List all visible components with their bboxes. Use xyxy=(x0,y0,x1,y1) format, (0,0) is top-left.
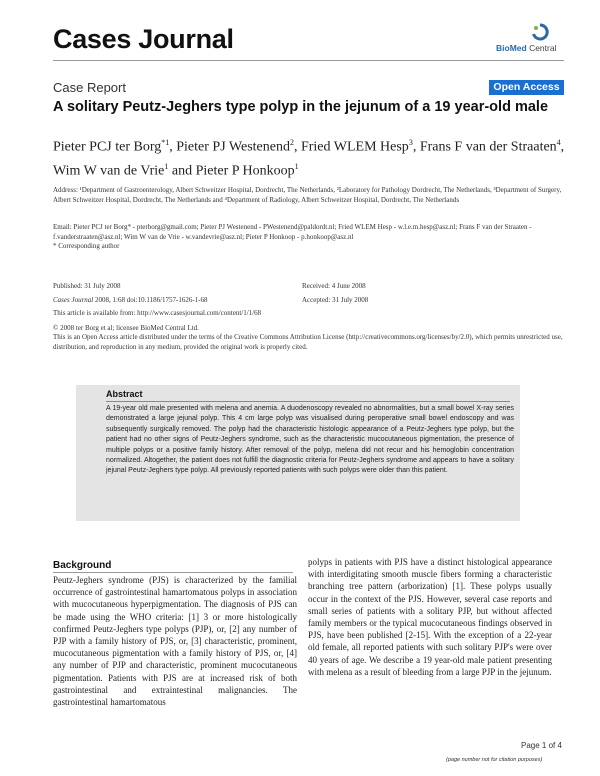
author-affiliation-mark: 1 xyxy=(164,161,169,171)
publisher-logo xyxy=(494,22,564,58)
abstract-body: A 19-year old male presented with melena and anemia. A duodenoscopy revealed no abnormalities, but a small bowel X-ray series demonstrated a large jejunal polyp. This 4 cm large polyp was visualised during peroperative small bowel endoscopy and was subsequently surgically removed. The polyp had the characteristic histologic appearance of a Peutz-Jeghers type polyp, but the patient had no other signs of Peutz-Jeghers syndrome, such as the characteristic mucocutaneous pigmentation, the presence of multiple polyps or a positive family history. After removal of the polyp, melena did not recur and his hemoglobin concentration normalized. Altogether, the patient does not fulfill the diagnostic criteria for Peutz-Jeghers syndrome and appears to have a solitary jejunal Peutz-Jeghers type polyp. All previously reported patients with such polyps were older than this patient. xyxy=(106,405,514,475)
author-name: Pieter P Honkoop xyxy=(195,163,295,179)
body-column-left: Peutz-Jeghers syndrome (PJS) is characterized by the familial occurrence of gastrointestinal hamartomatous polyps in association with mucocutaneous hyperpigmentation. The diagnosis of PJS can be made using the WHO criteria: [1] 3 or more histologically confirmed Peutz-Jeghers type polyps (PJP), or, [2] any number of PJP with a family history of PJS, or, [3] characteristic, prominent, mucocutaneous pigmentation with a family history of PJS, or, [4] any number of PJP and characteristic, prominent mucocutaneous pigmentation. Patients with PJS are at increased risk of both gastrointestinal and extraintestinal malignancies. The gastrointestinal hamartomatous xyxy=(53,575,297,708)
author-affiliation-mark: 3 xyxy=(408,138,413,147)
background-heading: Background xyxy=(53,560,112,571)
author-name: Wim W van de Vrie xyxy=(53,163,165,179)
publisher-name-bold: BioMed xyxy=(496,43,527,53)
author-name: Pieter PCJ ter Borg xyxy=(53,139,162,155)
published-date: Published: 31 July 2008 xyxy=(53,282,121,290)
background-rule xyxy=(53,572,293,573)
publication-info xyxy=(53,282,303,319)
accepted-date: Accepted: 31 July 2008 xyxy=(302,295,369,304)
dates-info xyxy=(302,282,502,305)
journal-title: Cases Journal xyxy=(53,24,234,54)
article-title: A solitary Peutz-Jeghers type polyp in the jejunum of a 19 year-old male xyxy=(53,99,549,115)
abstract-title: Abstract xyxy=(106,389,143,399)
license-text: This is an Open Access article distributed under the terms of the Creative Commons Attribution License (http://creativecommons.org/licenses/by/2.0), which permits unrestricted use, distribution, and reproduction in any medium, provided the original work is properly cited. xyxy=(53,333,563,351)
publisher-name xyxy=(496,43,556,53)
page-number: Page 1 of 4 xyxy=(521,741,562,750)
body-column-right: polyps in patients with PJS have a distinct histological appearance with interdigitating smooth muscle fibers forming a characteristic branching tree pattern (arborization) [1]. These polyps usually occur in the context of the PJS. However, several case reports and small series of patients with a solitary PJP, but without affected family members or the typical mucocutaneous findings observed in PJS, have been published [2-15]. With the exception of a 22-year old female, all reported patients with such solitary PJP's were over 40 years of age. We describe a 19 year-old male patient presenting with melena as a result of bleeding from a large PJP in the jejunum. xyxy=(308,557,552,677)
received-date: Received: 4 June 2008 xyxy=(302,282,366,290)
biomed-logo-icon xyxy=(530,22,550,42)
author-name: Pieter PJ Westenend xyxy=(176,139,290,155)
publisher-name-rest: Central xyxy=(526,43,557,53)
abstract-rule xyxy=(106,401,510,402)
article-url: This article is available from: http://www.casesjournal.com/content/1/1/68 xyxy=(53,309,262,317)
article-type: Case Report xyxy=(53,80,126,95)
citation xyxy=(53,296,303,306)
author-list: Pieter PCJ ter Borg$^{*1}$, Pieter PJ Westenend$^2$, Fried WLEM Hesp$^3$, Frans F van der Straaten$^4$, Wim W van de Vrie$^1$ and Pieter P Honkoop$^1$ xyxy=(53,138,565,179)
author-name: Fried WLEM Hesp xyxy=(300,139,409,155)
citation-journal: Cases Journal xyxy=(53,295,94,304)
affiliations: Address: ¹Department of Gastroenterology, Albert Schweitzer Hospital, Dordrecht, The Netherlands, ²Laboratory for Pathology Dordrecht, The Netherlands, ³Department of Surgery, Albert Schweitzer Hospital, Dordrecht, The Netherlands and ⁴Department of Radiology, Albert Schweitzer Hospital, Dordrecht, The Netherlands xyxy=(53,186,562,204)
corresponding-author-note: * Corresponding author xyxy=(53,242,120,250)
copyright: © 2008 ter Borg et al; licensee BioMed Central Ltd. xyxy=(53,324,199,332)
author-affiliation-mark: 2 xyxy=(289,138,294,147)
header-rule xyxy=(53,60,564,61)
author-name: Frans F van der Straaten xyxy=(419,139,557,155)
author-affiliation-mark: *1 xyxy=(161,138,170,147)
author-affiliation-mark: 1 xyxy=(294,161,299,171)
author-affiliation-mark: 4 xyxy=(556,138,561,147)
emails: Email: Pieter PCJ ter Borg* - pterborg@gmail.com; Pieter PJ Westenend - PWestenend@paldordt.nl; Fried WLEM Hesp - w.l.e.m.hesp@asz.nl; Frans F van der Straaten - f.vanderstraaten@asz.nl; Wim W van de Vrie - w.vandevrie@asz.nl; Pieter P Honkoop - p.honkoop@asz.nl xyxy=(53,223,532,241)
citation-details: 2008, 1:68 doi:10.1186/1757-1626-1-68 xyxy=(93,295,208,304)
open-access-badge: Open Access xyxy=(489,80,564,95)
page-note: (page number not for citation purposes) xyxy=(446,757,543,763)
